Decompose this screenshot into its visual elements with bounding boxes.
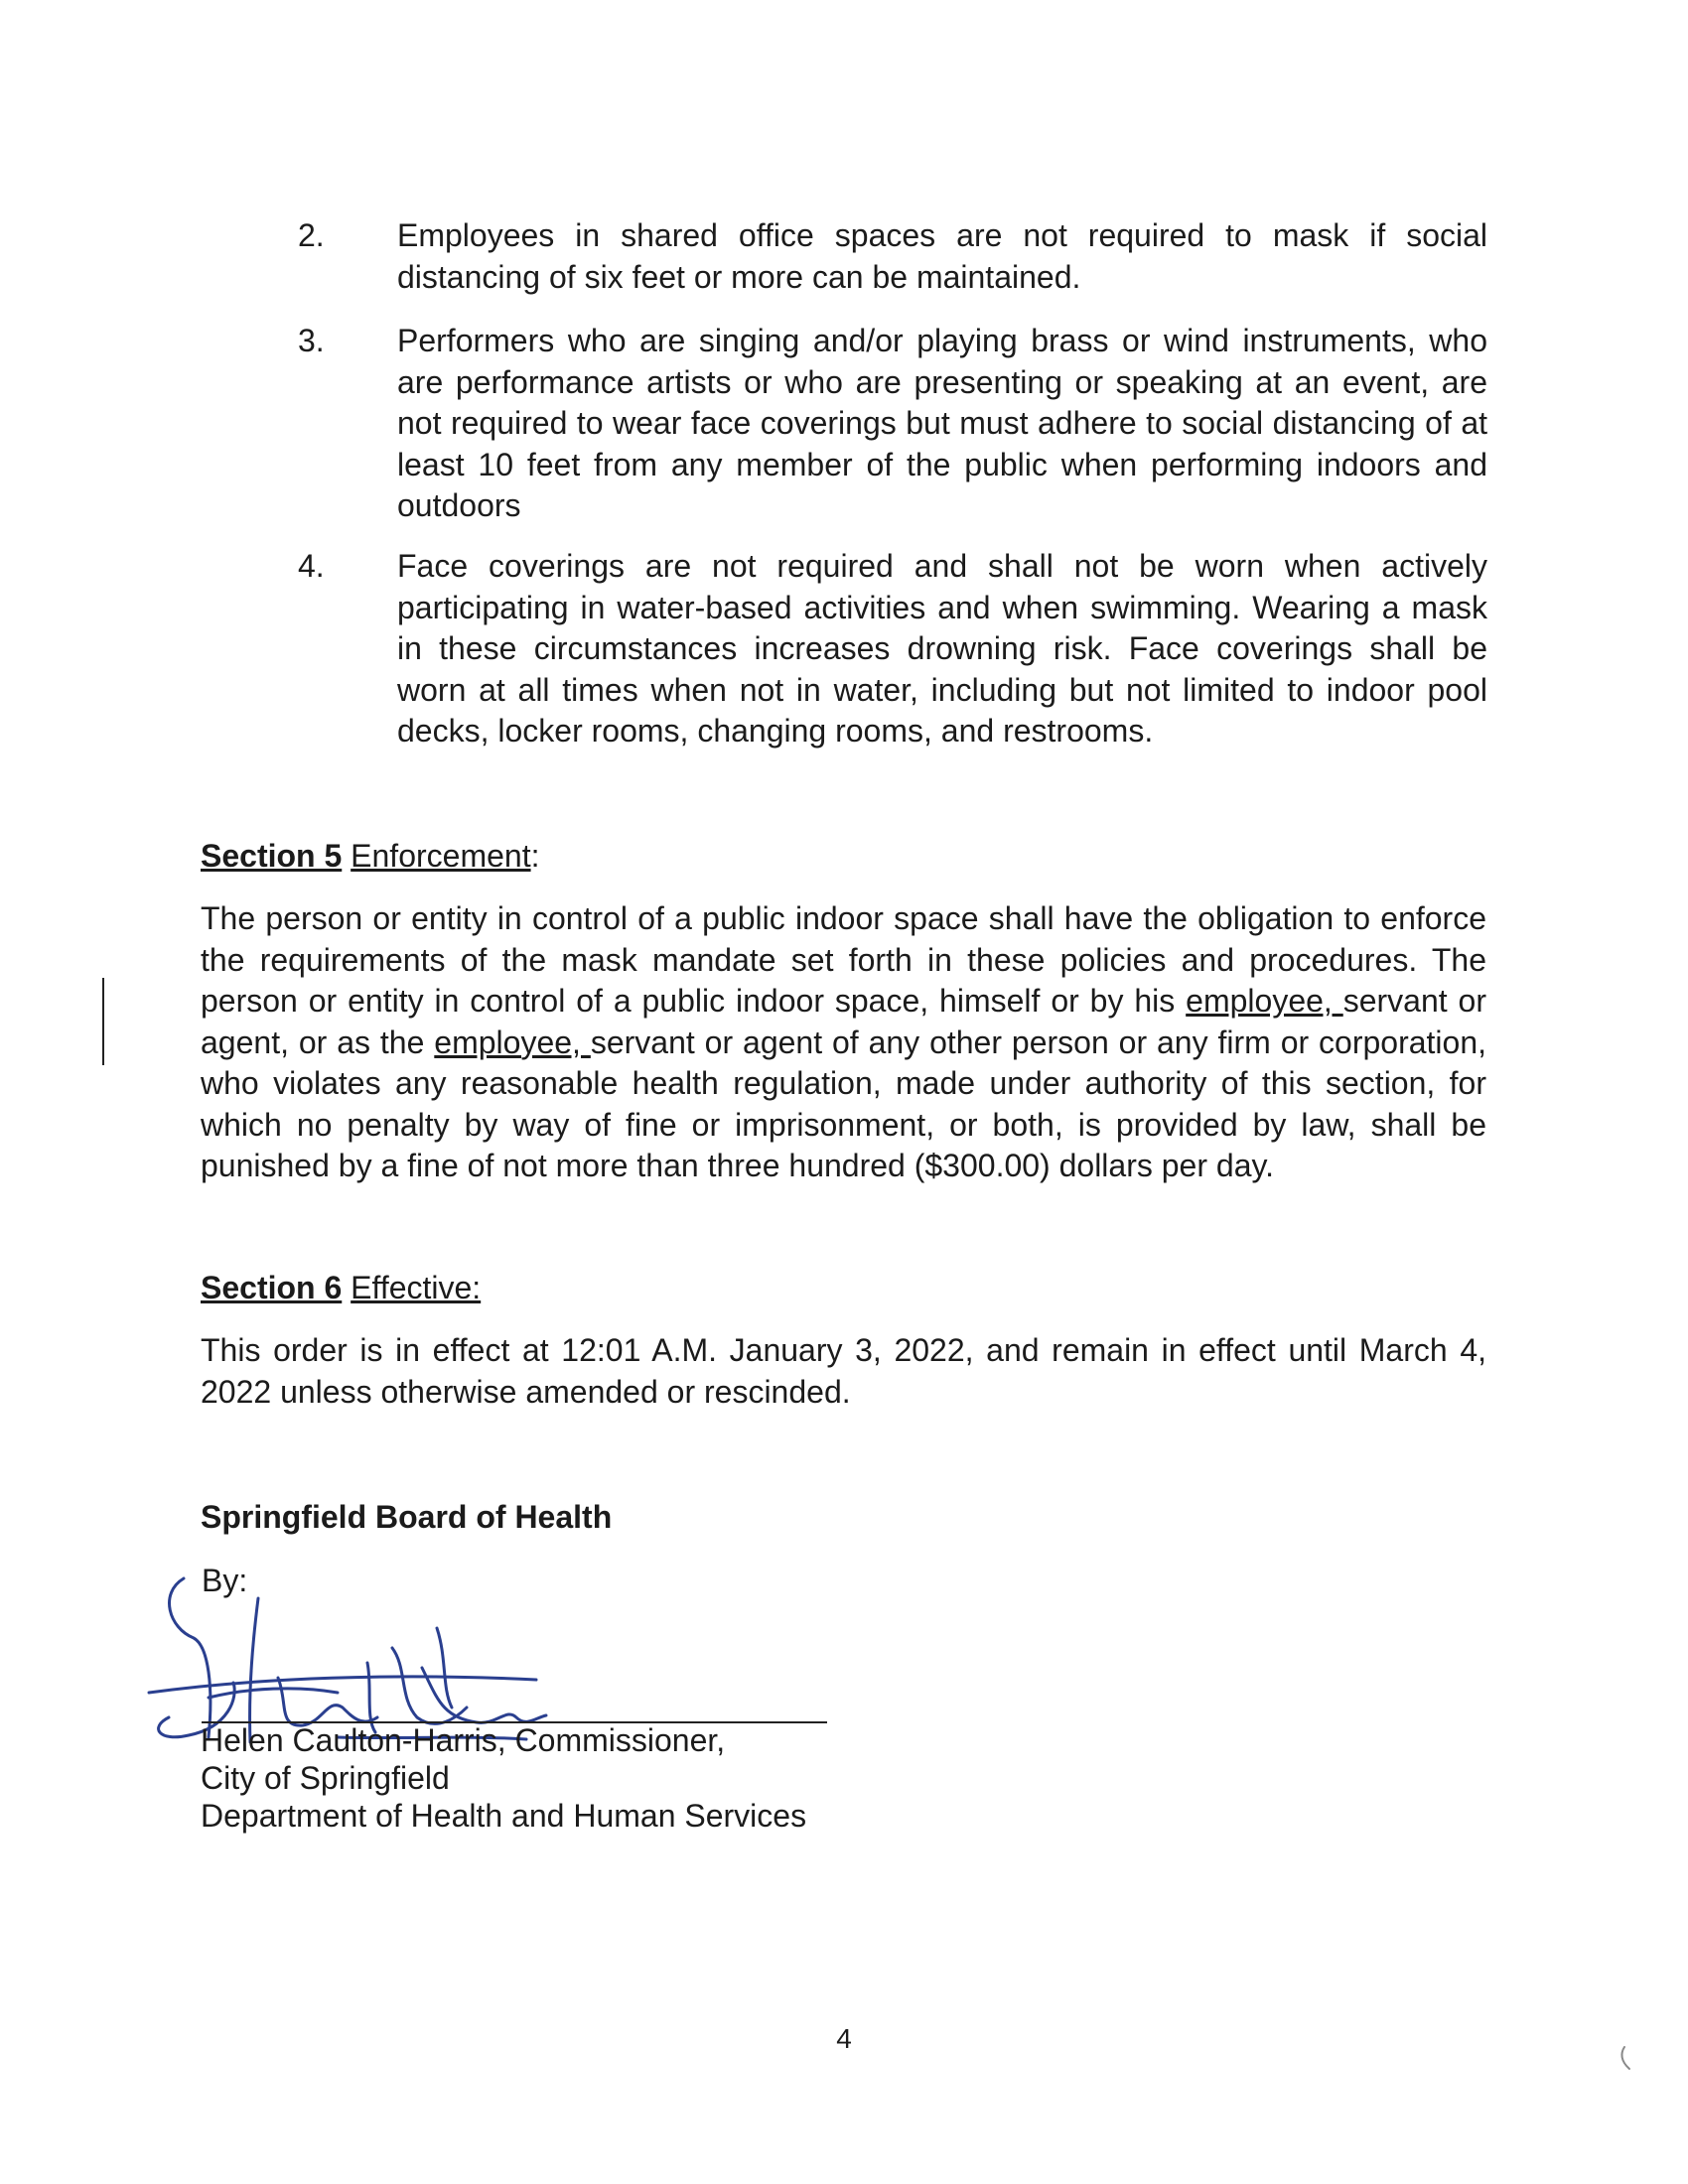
signatory-city: City of Springfield [201,1760,450,1796]
section-suffix: : [530,838,540,874]
list-text: Employees in shared office spaces are not required to mask if social distancing of six feet or more can be maintained. [397,217,1487,295]
revision-bar [102,978,104,1065]
para-text-3: servant or agent of any other person or any firm or corporation, who violates any reasonable health regulation, made under authority of this section, for which no penalty by way of fine or imprisonment, or both, is provided by law, shall be punished by a fine of not more than three hundred ($300.00) dollars per day. [201,1024,1487,1183]
list-text: Face coverings are not required and shall not be worn when actively participating in water-based activities and when swimming. Wearing a mask in these circumstances increases drowning risk. Face coverings shall be worn at all times when not in water, including but not limited to indoor pool decks, locker rooms, changing rooms, and restrooms. [397,548,1487,749]
list-number: 4. [298,548,325,584]
signatory-name: Helen Caulton-Harris, Commissioner, [201,1722,726,1758]
section-6-paragraph: This order is in effect at 12:01 A.M. January 3, 2022, and remain in effect until March 4, 2022 unless otherwise amended or rescinded. [201,1332,1486,1410]
section-6-heading [201,1268,481,1307]
underlined-employee-1: employee, [1186,983,1343,1019]
stray-pen-mark [1615,2045,1634,2075]
list-text: Performers who are singing and/or playing brass or wind instruments, who are performance artists or who are presenting or speaking at an event, are not required to wear face coverings but must adhere to social distancing of at least 10 feet from any member of the public when performing indoors and outdoors [397,323,1487,523]
list-number: 2. [298,217,325,253]
by-label: By: [202,1563,248,1598]
section-title: Effective: [351,1270,482,1305]
para-text-2: servant or agent, or as the [201,983,1487,1060]
para-text-1: The person or entity in control of a public indoor space shall have the obligation to enforce the requirements of the mask mandate set forth in these policies and procedures. The person or entity in control of a public indoor space, himself or by his [201,900,1486,1019]
signatory-block [201,1721,806,1835]
section-5-paragraph [201,898,1486,1187]
section-title: Enforcement [351,838,531,874]
page-number: 4 [836,2023,852,2054]
signatory-department: Department of Health and Human Services [201,1798,807,1834]
underlined-employee-2: employee, [434,1024,591,1060]
section-number: Section 5 [201,838,343,874]
section-number: Section 6 [201,1270,343,1305]
section-5-heading [201,836,539,876]
list-number: 3. [298,323,325,358]
board-name: Springfield Board of Health [201,1499,613,1535]
